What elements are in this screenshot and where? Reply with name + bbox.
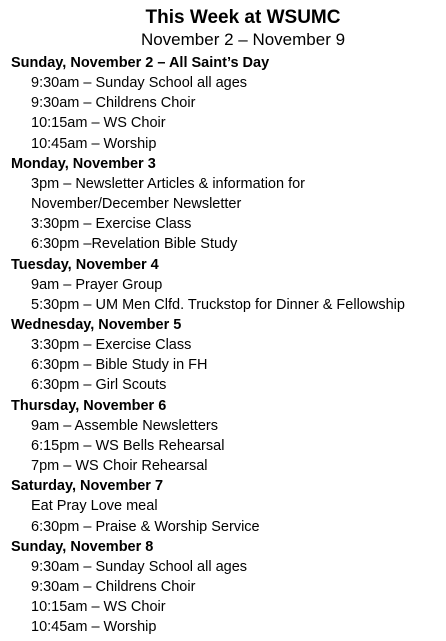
day-block — [11, 396, 446, 477]
event-item: 9:30am – Sunday School all ages — [31, 75, 248, 92]
event-item: 3:30pm – Exercise Class — [31, 216, 192, 233]
day-block — [11, 255, 446, 315]
day-heading: Sunday, November 8 — [11, 538, 154, 555]
event-list — [11, 174, 446, 255]
event-item: 10:45am – Worship — [31, 619, 157, 636]
day-block — [11, 537, 446, 638]
event-list — [11, 275, 446, 315]
event-item: 10:15am – WS Choir — [31, 115, 166, 132]
day-block — [11, 476, 446, 536]
event-item: 3:30pm – Exercise Class — [31, 337, 192, 354]
event-list — [11, 73, 446, 154]
event-list — [11, 557, 446, 638]
event-list — [11, 416, 446, 476]
event-item: 6:30pm – Girl Scouts — [31, 377, 167, 394]
event-item: 9:30am – Childrens Choir — [31, 95, 196, 112]
event-item: Eat Pray Love meal — [31, 498, 158, 515]
event-item: November/December Newsletter — [31, 196, 242, 213]
day-heading: Tuesday, November 4 — [11, 256, 159, 273]
page-title: This Week at WSUMC — [145, 7, 341, 28]
weekly-schedule — [11, 53, 446, 637]
date-range: November 2 – November 9 — [140, 30, 346, 49]
day-block — [11, 315, 446, 396]
event-item: 6:30pm – Praise & Worship Service — [31, 518, 260, 535]
day-heading: Wednesday, November 5 — [11, 316, 182, 333]
event-list — [11, 335, 446, 395]
event-item: 10:45am – Worship — [31, 135, 157, 152]
event-item: 6:30pm – Bible Study in FH — [31, 357, 208, 374]
event-list — [11, 496, 446, 536]
event-item: 10:15am – WS Choir — [31, 599, 166, 616]
event-item: 6:30pm –Revelation Bible Study — [31, 236, 238, 253]
event-item: 9:30am – Sunday School all ages — [31, 558, 248, 575]
event-item: 9:30am – Childrens Choir — [31, 578, 196, 595]
day-block — [11, 154, 446, 255]
day-heading: Monday, November 3 — [11, 155, 156, 172]
event-item: 7pm – WS Choir Rehearsal — [31, 458, 208, 475]
event-item: 3pm – Newsletter Articles & information for — [31, 175, 305, 192]
day-heading: Thursday, November 6 — [11, 397, 167, 414]
event-item: 6:15pm – WS Bells Rehearsal — [31, 437, 225, 454]
day-heading: Saturday, November 7 — [11, 478, 164, 495]
event-item: 9am – Prayer Group — [31, 276, 163, 293]
event-item: 5:30pm – UM Men Clfd. Truckstop for Dinner & Fellowship — [31, 296, 405, 313]
event-item: 9am – Assemble Newsletters — [31, 417, 218, 434]
day-heading: Sunday, November 2 – All Saint’s Day — [11, 55, 270, 71]
day-block — [11, 53, 446, 154]
